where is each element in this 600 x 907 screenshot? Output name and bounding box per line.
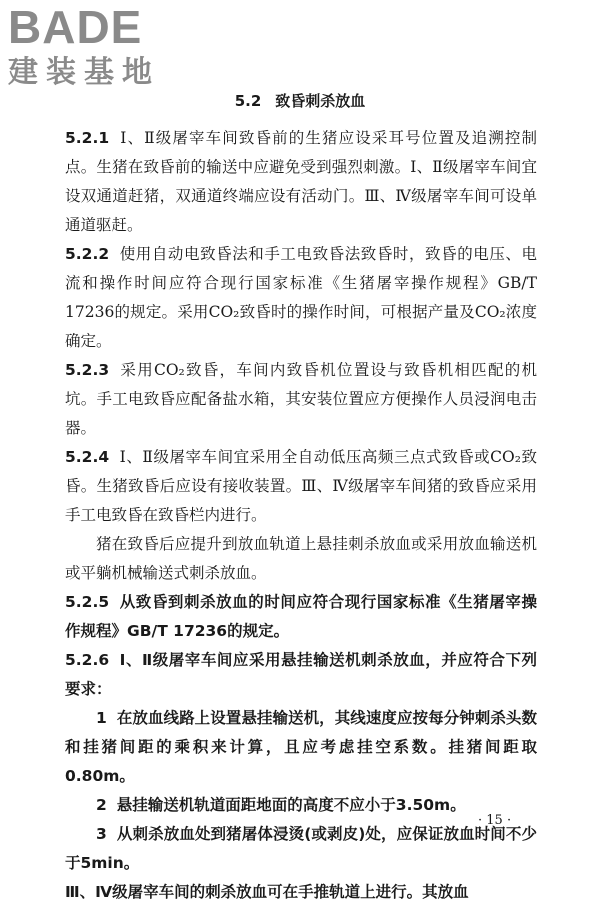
logo-wordmark: BADE [8,1,143,53]
list-item-text: 在放血线路上设置悬挂输送机，其线速度应按每分钟刺杀头数和挂猪间距的乘积来计算，且应考虑挂空系数。挂猪间距取0.80m。 [65,709,537,785]
section-number: 5.2 [234,92,262,110]
document-body [65,124,537,907]
clause-text: 采用CO₂致昏，车间内致昏机位置设与致昏机相匹配的机坑。手工电致昏应配备盐水箱，其安装位置应方便操作人员浸润电击器。 [65,361,537,437]
list-item-text: 从刺杀放血处到猪屠体浸烫(或剥皮)处，应保证放血时间不少于5min。 [65,825,537,872]
clause-5-2-5 [65,588,537,646]
list-item-number: 3 [96,825,107,843]
clause-5-2-4-continuation [65,530,537,588]
page-number: · 15 · [478,813,512,828]
clause-number: 5.2.1 [65,129,110,147]
section-title [0,90,600,111]
clause-text: 从致昏到刺杀放血的时间应符合现行国家标准《生猪屠宰操作规程》GB/T 17236的规定。 [65,593,537,640]
clause-5-2-6 [65,646,537,704]
clause-number: 5.2.4 [65,448,110,466]
list-item-text: 悬挂输送机轨道面距地面的高度不应小于3.50m。 [116,796,466,814]
list-item-number: 2 [96,796,107,814]
clause-number: 5.2.6 [65,651,110,669]
clause-text: 使用自动电致昏法和手工电致昏法致昏时，致昏的电压、电流和操作时间应符合现行国家标准《生猪屠宰操作规程》GB/T 17236的规定。采用CO₂致昏时的操作时间，可根据产量及CO₂浓度确定。 [65,245,537,350]
list-item [65,791,537,820]
clause-number: 5.2.5 [65,593,110,611]
list-item [65,820,537,878]
clause-text: Ⅰ、Ⅱ级屠宰车间应采用悬挂输送机刺杀放血，并应符合下列要求： [65,651,537,698]
clause-text: Ⅰ、Ⅱ级屠宰车间致昏前的生猪应设采耳号位置及追溯控制点。生猪在致昏前的输送中应避免受到强烈刺激。Ⅰ、Ⅱ级屠宰车间宜设双通道赶猪，双通道终端应设有活动门。Ⅲ、Ⅳ级屠宰车间可设单通道驱赶。 [65,129,537,234]
section-title-text: 致昏刺杀放血 [275,92,366,110]
brand-logo [8,1,178,90]
list-item-number: 1 [96,709,107,727]
trailing-line: Ⅲ、Ⅳ级屠宰车间的刺杀放血可在手推轨道上进行。其放血 [65,883,469,901]
clause-number: 5.2.2 [65,245,110,263]
clause-text: Ⅰ、Ⅱ级屠宰车间宜采用全自动低压高频三点式致昏或CO₂致昏。生猪致昏后应设有接收装置。Ⅲ、Ⅳ级屠宰车间猪的致昏应采用手工电致昏在致昏栏内进行。 [65,448,537,524]
clause-5-2-2 [65,240,537,356]
clause-5-2-1 [65,124,537,240]
clause-5-2-3 [65,356,537,443]
clause-text: 猪在致昏后应提升到放血轨道上悬挂刺杀放血或采用放血输送机或平躺机械输送式刺杀放血。 [65,535,537,582]
clause-number: 5.2.3 [65,361,110,379]
logo-subtitle: 建装基地 [8,55,160,90]
list-item [65,704,537,791]
clause-5-2-4 [65,443,537,530]
